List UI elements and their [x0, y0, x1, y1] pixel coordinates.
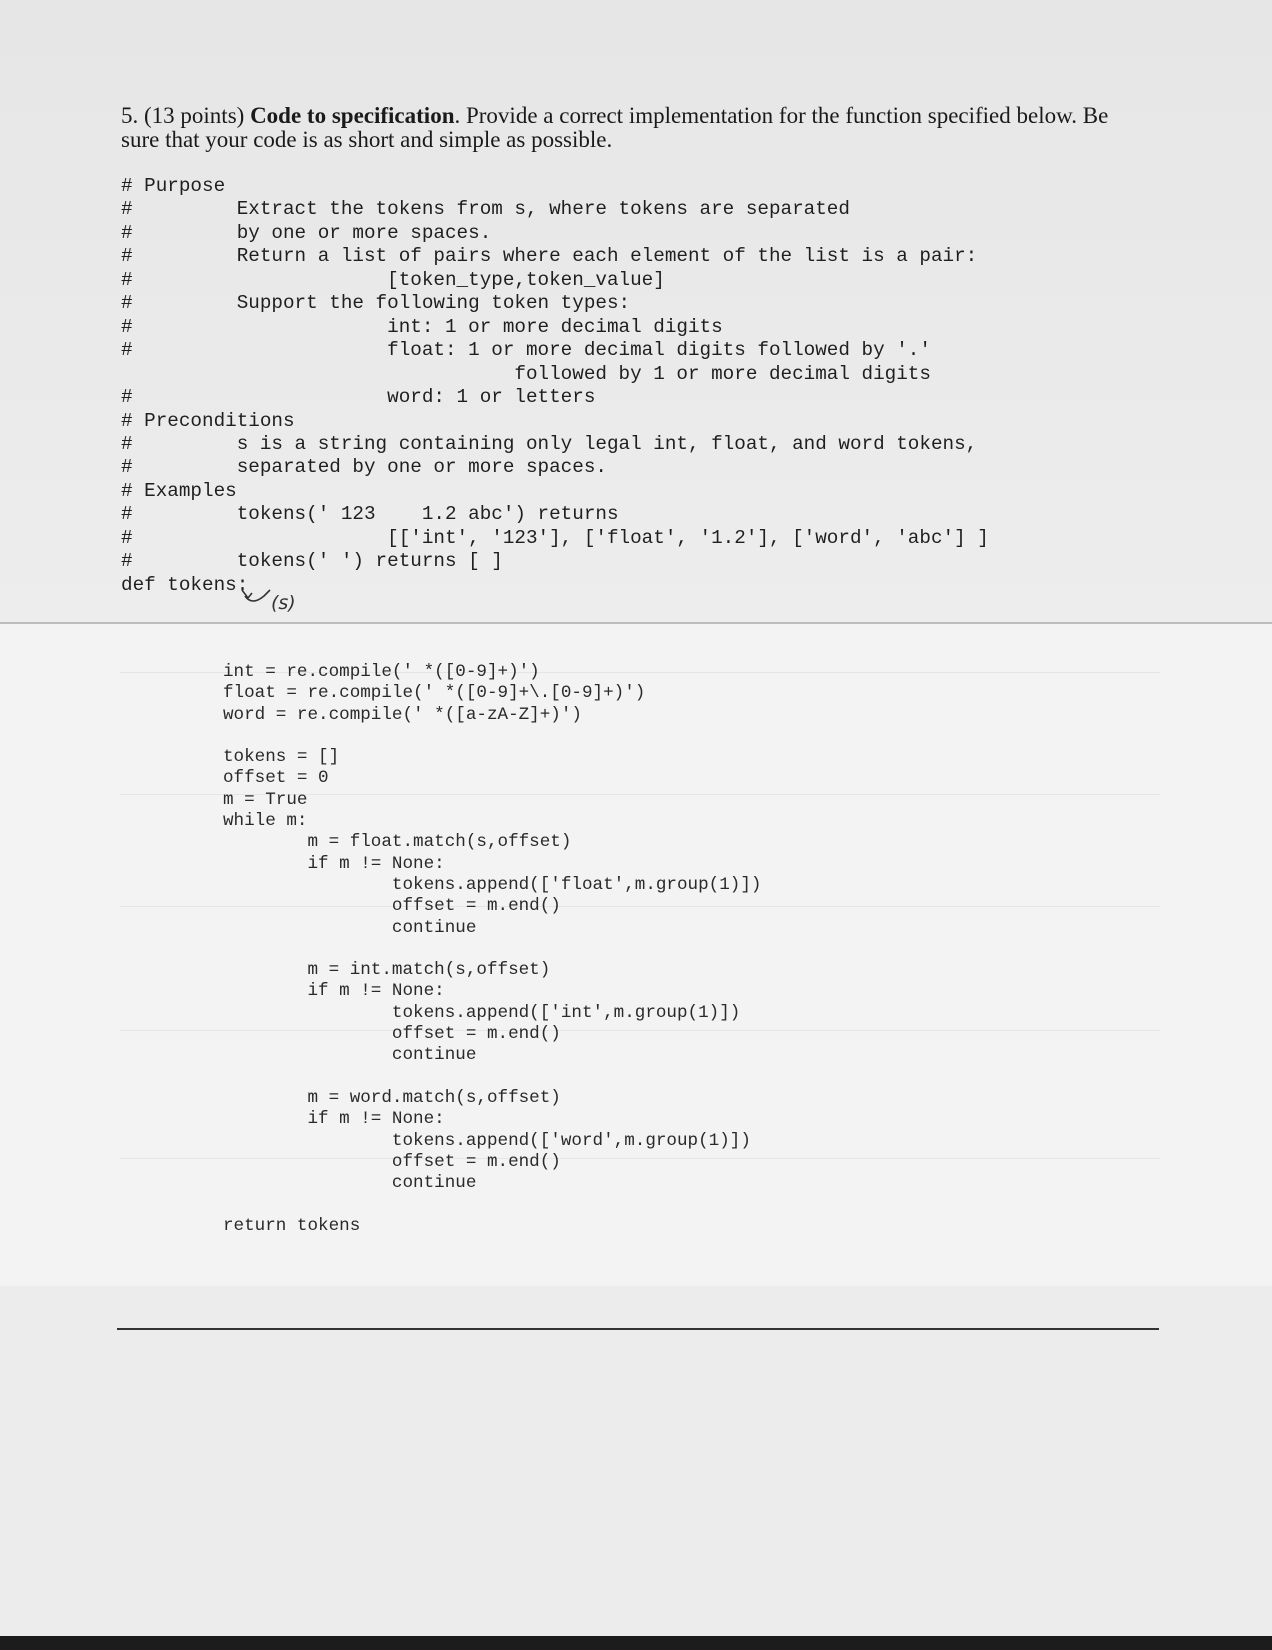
code-line: word = re.compile(' *([a-zA-Z]+)') [223, 704, 582, 725]
code-line: tokens.append(['int',m.group(1)]) [223, 1002, 741, 1023]
spec-line: # separated by one or more spaces. [121, 456, 607, 479]
spec-line: followed by 1 or more decimal digits [121, 362, 931, 385]
spec-line: # tokens(' ') returns [ ] [121, 550, 503, 573]
spec-line: # word: 1 or letters [121, 386, 596, 409]
code-line: tokens.append(['word',m.group(1)]) [223, 1130, 751, 1151]
question-prompt [121, 104, 1121, 152]
spec-line: # float: 1 or more decimal digits followed by '.' [121, 339, 931, 362]
spec-line: # by one or more spaces. [121, 221, 492, 244]
question-instructions: . Provide a correct implementation for the function specified below. Be sure that your code is as short and simple as possible. [121, 103, 1109, 152]
code-line: return tokens [223, 1215, 361, 1236]
spec-line: # Extract the tokens from s, where tokens are separated [121, 198, 850, 221]
code-line: if m != None: [223, 853, 445, 874]
code-line: m = float.match(s,offset) [223, 832, 572, 853]
code-line: continue [223, 1173, 477, 1194]
spec-line: # [token_type,token_value] [121, 268, 665, 291]
def-line: def tokens: [121, 573, 249, 596]
handwritten-insertion [240, 584, 320, 616]
implementation-code [223, 662, 761, 1237]
code-line: while m: [223, 811, 308, 832]
question-title: Code to specification [250, 103, 455, 128]
spec-line: # Examples [121, 479, 237, 502]
lower-page [0, 1286, 1272, 1636]
spec-line: # Preconditions [121, 409, 295, 432]
code-line: if m != None: [223, 981, 445, 1002]
code-line: int = re.compile(' *([0-9]+)') [223, 662, 540, 682]
code-line: offset = m.end() [223, 896, 561, 917]
code-line: offset = 0 [223, 768, 329, 789]
code-line: continue [223, 917, 477, 938]
code-line: tokens.append(['float',m.group(1)]) [223, 874, 762, 895]
code-line: m = word.match(s,offset) [223, 1087, 561, 1108]
spec-line: # s is a string containing only legal int, float, and word tokens, [121, 432, 978, 455]
question-number: 5. [121, 103, 139, 128]
code-line: m = int.match(s,offset) [223, 960, 551, 981]
spec-line: # [['int', '123'], ['float', '1.2'], ['word', 'abc'] ] [121, 526, 989, 549]
spec-line: # int: 1 or more decimal digits [121, 315, 723, 338]
spec-line: # Purpose [121, 175, 226, 197]
code-line: tokens = [] [223, 747, 340, 768]
caret-mark-icon [242, 590, 270, 601]
function-specification [121, 175, 989, 597]
question-points: (13 points) [144, 103, 245, 128]
scanner-edge [0, 1636, 1272, 1650]
spec-line: # tokens(' 123 1.2 abc') returns [121, 503, 619, 526]
code-line: continue [223, 1045, 477, 1066]
horizontal-rule [117, 1328, 1159, 1330]
spec-line: # Support the following token types: [121, 292, 631, 315]
code-line: offset = m.end() [223, 1024, 561, 1045]
code-line: float = re.compile(' *([0-9]+\.[0-9]+)') [223, 683, 646, 704]
spec-line: # Return a list of pairs where each element of the list is a pair: [121, 245, 978, 268]
handwritten-parameter: (s) [271, 592, 296, 614]
code-line: offset = m.end() [223, 1151, 561, 1172]
code-line: m = True [223, 789, 308, 810]
code-line: if m != None: [223, 1109, 445, 1130]
